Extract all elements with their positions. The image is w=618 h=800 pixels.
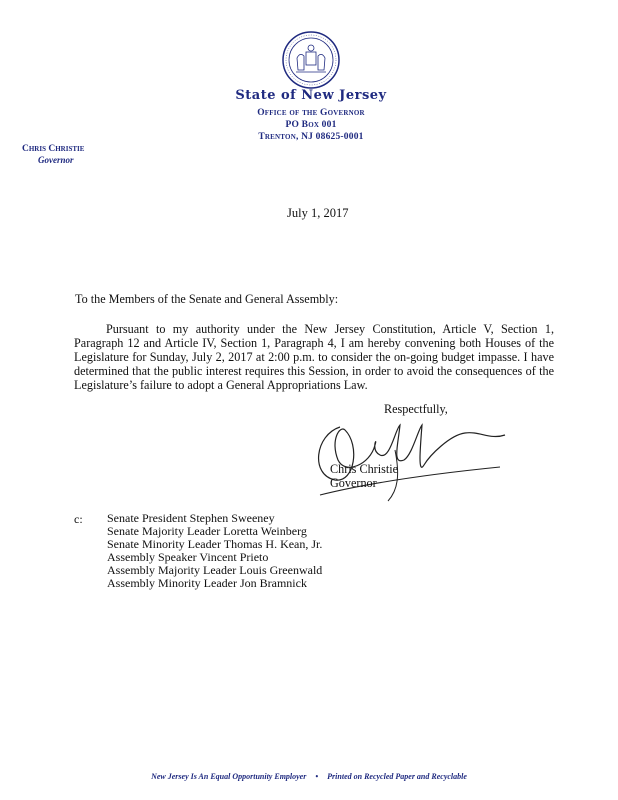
governor-title: Governor [38,155,74,165]
cc-recipient: Assembly Majority Leader Louis Greenwald [107,563,323,577]
letterhead-state-name: State of New Jersey [235,88,387,103]
cc-label: c: [74,512,83,526]
footer [0,772,618,781]
cc-recipient: Assembly Minority Leader Jon Bramnick [107,576,307,590]
body-paragraph: Pursuant to my authority under the New Jersey Constitution, Article V, Section 1, Paragraph 12 and Article IV, Section 1, Paragraph 4, I am hereby convening both Houses of the Legislature for Sunday, July 2, 2017 at 2:00 p.m. to consider the on-going budget impasse. I have determined that the public interest requires this Session, in order to avoid the consequences of the Legislature’s failure to adopt a General Appropriations Law. [74,322,554,392]
footer-bullet-icon: • [315,772,319,781]
signer-title: Governor [330,476,377,490]
closing: Respectfully, [384,402,448,416]
cc-recipient: Senate President Stephen Sweeney [107,511,275,525]
cc-recipient: Assembly Speaker Vincent Prieto [107,550,269,564]
signer-name: Chris Christie [330,462,399,476]
letterhead-city: Trenton, NJ 08625-0001 [258,132,364,142]
governor-name: Chris Christie [22,144,85,154]
letter-date: July 1, 2017 [287,206,349,220]
salutation: To the Members of the Senate and General Assembly: [75,292,339,306]
cc-list [107,512,322,590]
footer-employer-text: New Jersey Is An Equal Opportunity Employer [151,772,307,781]
footer-recycled-text: Printed on Recycled Paper and Recyclable [327,772,467,781]
letterhead-office: Office of the Governor [257,108,365,118]
cc-recipient: Senate Minority Leader Thomas H. Kean, Jr. [107,537,323,551]
state-seal-icon [281,30,341,90]
cc-recipient: Senate Majority Leader Loretta Weinberg [107,524,307,538]
letterhead-po-box: PO Box 001 [285,120,337,130]
handwritten-signature [300,405,515,505]
